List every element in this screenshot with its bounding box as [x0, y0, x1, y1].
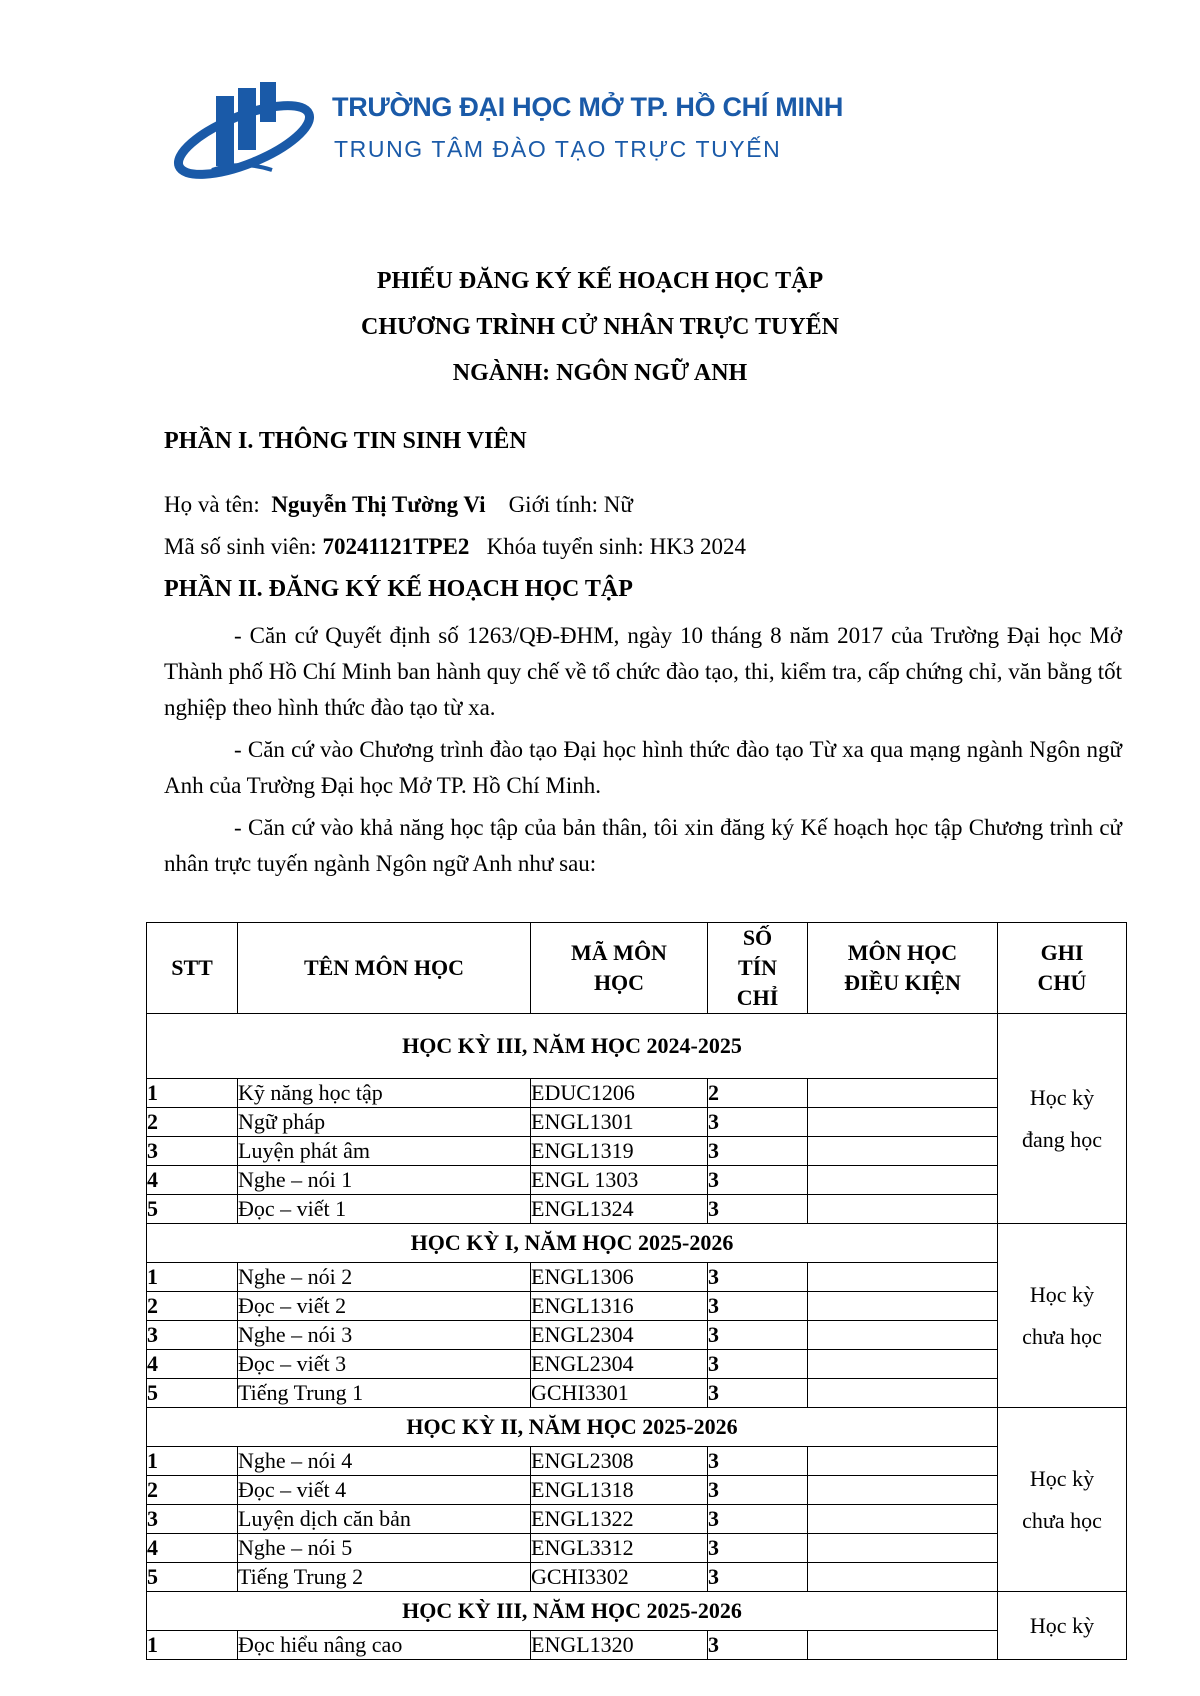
- semester-note: Học kỳ chưa học: [998, 1408, 1127, 1592]
- row-course-code: ENGL1316: [531, 1292, 708, 1321]
- semester-row: [147, 1224, 1127, 1263]
- row-no: 5: [147, 1563, 238, 1592]
- semester-title: HỌC KỲ III, NĂM HỌC 2025-2026: [147, 1592, 998, 1631]
- table-header-row: [147, 923, 1127, 1014]
- row-course-name: Ngữ pháp: [238, 1108, 531, 1137]
- header-credits: SỐ TÍN CHỈ: [708, 923, 808, 1014]
- row-prereq: [808, 1321, 998, 1350]
- paragraph-3-text: - Căn cứ vào khả năng học tập của bản thân, tôi xin đăng ký Kế hoạch học tập Chương trình cử nhân trực tuyến ngành Ngôn ngữ Anh như sau:: [164, 815, 1122, 876]
- row-course-code: ENGL1318: [531, 1476, 708, 1505]
- row-course-name: Nghe – nói 3: [238, 1321, 531, 1350]
- row-course-name: Luyện phát âm: [238, 1137, 531, 1166]
- table-row: [147, 1631, 1127, 1660]
- table-row: [147, 1350, 1127, 1379]
- row-course-name: Đọc hiểu nâng cao: [238, 1631, 531, 1660]
- student-id-line: [164, 534, 746, 560]
- row-no: 3: [147, 1505, 238, 1534]
- logo-center-name: TRUNG TÂM ĐÀO TẠO TRỰC TUYẾN: [334, 136, 782, 162]
- row-no: 2: [147, 1292, 238, 1321]
- row-prereq: [808, 1195, 998, 1224]
- row-no: 4: [147, 1166, 238, 1195]
- row-credits: 3: [708, 1505, 808, 1534]
- row-course-code: ENGL2308: [531, 1447, 708, 1476]
- row-credits: 3: [708, 1137, 808, 1166]
- program-title: CHƯƠNG TRÌNH CỬ NHÂN TRỰC TUYẾN: [360, 314, 840, 340]
- row-course-code: GCHI3301: [531, 1379, 708, 1408]
- table-row: [147, 1292, 1127, 1321]
- part1-heading: PHẦN I. THÔNG TIN SINH VIÊN: [164, 428, 527, 454]
- row-credits: 3: [708, 1534, 808, 1563]
- table-row: [147, 1563, 1127, 1592]
- row-prereq: [808, 1137, 998, 1166]
- paragraph-3: [164, 810, 1122, 882]
- row-prereq: [808, 1263, 998, 1292]
- table-row: [147, 1447, 1127, 1476]
- row-credits: 3: [708, 1350, 808, 1379]
- row-credits: 3: [708, 1108, 808, 1137]
- paragraph-1-text: - Căn cứ Quyết định số 1263/QĐ-ĐHM, ngày 10 tháng 8 năm 2017 của Trường Đại học Mở Thành phố Hồ Chí Minh ban hành quy chế về tổ chức đào tạo, thi, kiểm tra, cấp chứng chỉ, văn bằng tốt nghiệp theo hình thức đào tạo từ xa.: [164, 623, 1122, 720]
- row-credits: 3: [708, 1321, 808, 1350]
- header-course-code: MÃ MÔN HỌC: [531, 923, 708, 1014]
- id-value: 70241121TPE2: [322, 534, 470, 559]
- table-row: [147, 1321, 1127, 1350]
- gender-label: Giới tính:: [508, 492, 599, 517]
- gender-value: Nữ: [603, 492, 633, 517]
- row-course-name: Đọc – viết 1: [238, 1195, 531, 1224]
- paragraph-2-text: - Căn cứ vào Chương trình đào tạo Đại học hình thức đào tạo Từ xa qua mạng ngành Ngôn ngữ Anh của Trường Đại học Mở TP. Hồ Chí Minh.: [164, 737, 1122, 798]
- table-row: [147, 1263, 1127, 1292]
- name-value: Nguyễn Thị Tường Vi: [271, 492, 486, 517]
- row-credits: 3: [708, 1631, 808, 1660]
- semester-note: Học kỳ: [998, 1592, 1127, 1660]
- table-row: [147, 1079, 1127, 1108]
- part2-heading: PHẦN II. ĐĂNG KÝ KẾ HOẠCH HỌC TẬP: [164, 576, 633, 602]
- book-globe-logo-icon: [172, 78, 322, 188]
- table-row: [147, 1379, 1127, 1408]
- semester-title: HỌC KỲ I, NĂM HỌC 2025-2026: [147, 1224, 998, 1263]
- semester-title: HỌC KỲ II, NĂM HỌC 2025-2026: [147, 1408, 998, 1447]
- header-stt: STT: [147, 923, 238, 1014]
- row-prereq: [808, 1505, 998, 1534]
- row-credits: 3: [708, 1447, 808, 1476]
- row-no: 1: [147, 1263, 238, 1292]
- semester-row: [147, 1014, 1127, 1079]
- row-prereq: [808, 1534, 998, 1563]
- row-course-code: ENGL1320: [531, 1631, 708, 1660]
- row-course-code: ENGL1319: [531, 1137, 708, 1166]
- study-plan-table: [146, 922, 1127, 1660]
- row-prereq: [808, 1079, 998, 1108]
- row-course-code: ENGL1301: [531, 1108, 708, 1137]
- row-prereq: [808, 1292, 998, 1321]
- row-credits: 3: [708, 1166, 808, 1195]
- row-no: 2: [147, 1476, 238, 1505]
- row-prereq: [808, 1108, 998, 1137]
- row-credits: 3: [708, 1476, 808, 1505]
- row-credits: 3: [708, 1195, 808, 1224]
- cohort-label: Khóa tuyển sinh:: [486, 534, 644, 559]
- table-row: [147, 1195, 1127, 1224]
- row-no: 1: [147, 1079, 238, 1108]
- row-prereq: [808, 1350, 998, 1379]
- paragraph-1: [164, 618, 1122, 726]
- semester-note: Học kỳ đang học: [998, 1014, 1127, 1224]
- row-course-name: Nghe – nói 4: [238, 1447, 531, 1476]
- row-course-code: ENGL1322: [531, 1505, 708, 1534]
- university-logo: [172, 78, 844, 188]
- row-course-code: ENGL3312: [531, 1534, 708, 1563]
- row-course-code: ENGL2304: [531, 1321, 708, 1350]
- row-course-code: EDUC1206: [531, 1079, 708, 1108]
- header-prerequisite: MÔN HỌC ĐIỀU KIỆN: [808, 923, 998, 1014]
- row-no: 5: [147, 1379, 238, 1408]
- row-no: 3: [147, 1321, 238, 1350]
- row-prereq: [808, 1166, 998, 1195]
- header-course-name: TÊN MÔN HỌC: [238, 923, 531, 1014]
- name-label: Họ và tên:: [164, 492, 260, 517]
- semester-title: HỌC KỲ III, NĂM HỌC 2024-2025: [147, 1014, 998, 1079]
- row-no: 1: [147, 1447, 238, 1476]
- semester-row: [147, 1408, 1127, 1447]
- row-course-code: ENGL 1303: [531, 1166, 708, 1195]
- row-prereq: [808, 1379, 998, 1408]
- row-credits: 3: [708, 1563, 808, 1592]
- student-name-line: [164, 492, 633, 518]
- row-no: 3: [147, 1137, 238, 1166]
- id-label: Mã số sinh viên:: [164, 534, 317, 559]
- table-row: [147, 1166, 1127, 1195]
- row-course-name: Kỹ năng học tập: [238, 1079, 531, 1108]
- row-course-code: ENGL1306: [531, 1263, 708, 1292]
- row-credits: 3: [708, 1263, 808, 1292]
- row-prereq: [808, 1631, 998, 1660]
- semester-note: Học kỳ chưa học: [998, 1224, 1127, 1408]
- row-credits: 3: [708, 1292, 808, 1321]
- major-title: NGÀNH: NGÔN NGỮ ANH: [452, 360, 748, 386]
- semester-row: [147, 1592, 1127, 1631]
- table-row: [147, 1476, 1127, 1505]
- paragraph-2: [164, 732, 1122, 804]
- row-prereq: [808, 1476, 998, 1505]
- row-credits: 3: [708, 1379, 808, 1408]
- row-no: 5: [147, 1195, 238, 1224]
- row-course-code: ENGL2304: [531, 1350, 708, 1379]
- row-prereq: [808, 1563, 998, 1592]
- row-course-name: Đọc – viết 2: [238, 1292, 531, 1321]
- form-title: PHIẾU ĐĂNG KÝ KẾ HOẠCH HỌC TẬP: [376, 268, 824, 294]
- row-course-name: Tiếng Trung 2: [238, 1563, 531, 1592]
- row-course-name: Đọc – viết 3: [238, 1350, 531, 1379]
- row-no: 1: [147, 1631, 238, 1660]
- row-no: 2: [147, 1108, 238, 1137]
- table-body: [147, 1014, 1127, 1660]
- row-no: 4: [147, 1350, 238, 1379]
- row-course-name: Luyện dịch căn bản: [238, 1505, 531, 1534]
- table-row: [147, 1534, 1127, 1563]
- row-course-name: Nghe – nói 5: [238, 1534, 531, 1563]
- row-course-name: Nghe – nói 2: [238, 1263, 531, 1292]
- row-course-code: ENGL1324: [531, 1195, 708, 1224]
- row-course-name: Tiếng Trung 1: [238, 1379, 531, 1408]
- cohort-value: HK3 2024: [649, 534, 747, 559]
- row-prereq: [808, 1447, 998, 1476]
- row-no: 4: [147, 1534, 238, 1563]
- row-course-code: GCHI3302: [531, 1563, 708, 1592]
- table-row: [147, 1505, 1127, 1534]
- table-row: [147, 1137, 1127, 1166]
- row-course-name: Nghe – nói 1: [238, 1166, 531, 1195]
- table-row: [147, 1108, 1127, 1137]
- logo-university-name: TRƯỜNG ĐẠI HỌC MỞ TP. HỒ CHÍ MINH: [332, 92, 844, 122]
- header-note: GHI CHÚ: [998, 923, 1127, 1014]
- row-course-name: Đọc – viết 4: [238, 1476, 531, 1505]
- row-credits: 2: [708, 1079, 808, 1108]
